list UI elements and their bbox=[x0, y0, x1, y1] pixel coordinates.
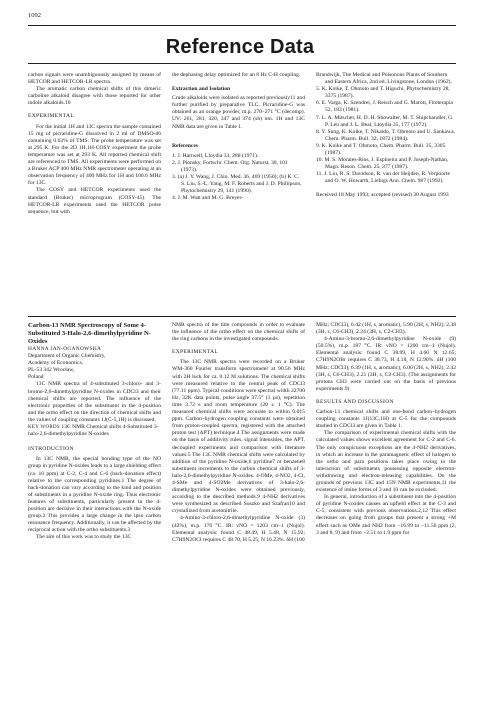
keywords bbox=[28, 424, 161, 438]
reference-item: 5. K. Koike, T. Ohmoto and T. Higuchi, Phytochemistry 28, 3375 (1987). bbox=[316, 86, 450, 100]
extraction-heading: Extraction and Isolation bbox=[172, 86, 231, 93]
article-title: Carbon-13 NMR Spectroscopy of Some 4-Substituted 3-Halo-2,6-dimethylpyridine N-Oxides bbox=[28, 322, 151, 345]
section-title: Reference Data bbox=[165, 36, 315, 58]
experimental-heading: EXPERIMENTAL bbox=[172, 349, 219, 356]
prev-article-left-column bbox=[28, 72, 161, 216]
received-date: Received 18 May 1993; accepted (revised) 30 August 1993 bbox=[316, 191, 449, 198]
paragraph: In general, introduction of a substituent into the 4-position of pyridine N-oxides causes an upfield effect at the C-3 and C-5, consistent with previous observations.2,12 This effect decreases on going from groups that present a strong +M effect such as OMe and NH2 from −16.99 to −11.56 ppm (2, 3 and 8, 9) and from −2.51 to 1.9 ppm for bbox=[316, 494, 456, 536]
paragraph: For the initial 1H and 13C spectra the sample contained 15 mg of picraridine-G dissolved in 2 ml of DMSO-d6 containing 0.03% of TMS. The probe temperature was set at 295 K. For the 2D 1H,1H-COSY experiment the probe temperature was set at 293 K. All reported chemical shift are referenced to TMS. All experiments were performed on a Bruker ACP 400 MHz NMR spectrometer operating at an observation frequency of 400 MHz for 1H and 100.6 MHz for 13C. bbox=[28, 123, 161, 187]
paragraph: MHz; CDCl3), 6.42 (1H, s, aromatic), 5.90 (2H, s, NH2), 2.38 (3H, s, C6-CH3), 2.24 (3H, s, C2-CH3). bbox=[316, 322, 456, 336]
abstract: 13C NMR spectra of 4-substituted 3-chloro- and 3-bromo-2,6-dimethylpyridine N-oxides in CDCl3 and their chemical shifts are reported. The influence of the electronic properties of the substituent in the 4-position and the ortho effect on the direction of chemical shifts and the values of coupling constants 1J(C-5,1H) is discussed. bbox=[28, 381, 161, 423]
paragraph: 4-Amino-3-bromo-2,6-dimethylpyridine N-oxide (9) (50.5%), m.p. 187 °C. IR: νNO = 1200 cm−1 (Nujol). Elemental analysis: found C 38.99, H 4.60 N 12.65; C7H9N2OBr requires C 38.73, H 4.18, N 12.90%. δH (100 MHz; CDCl3), 6.39 (1H, s, aromatic), 6.00 (2H, s, NH2), 2.42 (3H, s, C6-CH3), 2.21 (3H, s, C2-CH3). (The assignments for protons CH3 were carried out on the basis of previous experiments.9) bbox=[316, 336, 456, 392]
page-number: 1092 bbox=[28, 12, 41, 19]
header-rule-bottom bbox=[28, 63, 456, 64]
reference-item: 10. M. S. Morales-Rios, J. Espineira and P. Joseph-Nathan, Magn. Reson. Chem. 25, 377 (1987). bbox=[316, 157, 449, 171]
paragraph: NMR spectra of the title compounds in order to evaluate the influence of the ortho effect on the chemical shifts of the ring carbons in the investigated compounds. bbox=[172, 322, 305, 343]
reference-item: 11. J. Liu, R. S. Davidson, R. van der Heijden, R. Verpoorte and O. W. Howarth, Liebigs Ann. Chem. 987 (1992). bbox=[316, 171, 450, 185]
reference-item: 8. Y. Sung, K. Koike, T. Nikaido, T. Ohmoto and U. Sankawa, Chem. Pharm. Bull. 32, 1872 (1984). bbox=[316, 128, 455, 142]
paragraph: In 13C NMR, the special bonding type of the NO group in pyridine N-oxides leads to a large shielding effect (ca. 10 ppm) at C-2, C-4 and C-6 (back-donation effect) relative to the corresponding pyridines.1 The degree of back-donation can vary according to the kind and position of substituents in a pyridine N-oxide ring. Thus electronic features of substituents, particularly present in the 4-position are decisive in their interactions with the N-oxide group.2 This provides a large change in the ipso carbon resonance frequency. Additionally, it can be affected by the reciprocal action with the ortho substituents.3 bbox=[28, 456, 161, 534]
reference-item: 2. J. Pionsky, Fortschr. Chem. Org. Naturst. 30, 101 (1973). bbox=[172, 159, 288, 173]
article-right-column bbox=[316, 322, 456, 537]
paragraph: Crude alkaloids were isolated as reported previously11 and further purified by preparative TLC. Picraridine-G was obtained as an orange powder, m.p. 270–271 °C (decomp). UV: 261, 281, 320, 347 and 374 (sh) nm. 1H and 13C NMR data are given in Table 1. bbox=[172, 95, 305, 130]
references-heading: References bbox=[172, 142, 198, 149]
keywords-text: 13C NMR Chemical shifts 4-Substituted 3-halo-2,6-dimethylpyridine N-oxides bbox=[28, 424, 159, 438]
results-heading: RESULTS AND DISCUSSION bbox=[316, 398, 394, 405]
paragraph: The aromatic carbon chemical shifts of this dimeric carboline alkaloid disagree with those reported for other indole alkaloids.10 bbox=[28, 86, 161, 107]
paragraph: The 13C NMR spectra were recorded on a Bruker WM-360 Fourier transform spectrometer at 90.56 MHz with 2H lock for ca. 0.12 M solutions. The chemical shifts were measured relative to the central peak of CDCl3 (77.11 ppm). Typical conditions were spectral width 22700 Hz, 32K data points, pulse angle 37.5° (1 µs), repetition time 3.72 s and room temperature (20 ± 1 °C). The measured chemical shifts were accurate to within 0.015 ppm. Carbon–hydrogen coupling constants were obtained from proton-coupled spectra, registered with the attached proton test (APT) technique.4 The assignments were made on the basis of additivity rules, signal intensities, the APT, decoupled experiments and comparison with literature values.5 The 13C NMR chemical shifts were calculated by addition of the pyridine N-oxide,6 pyridine7 or benzene8 substituent increments to the carbon chemical shifts of 3-halo-2,6-dimethylpyridine N-oxides. 4-OMe, 4-NO2, 4-Cl, 4-SMe and 4-SO2Me derivatives of 3-halo-2,6-dimethylpyridine N-oxides were obtained previously, according to the described methods.9 4-NH2 derivatives were synthesized as described Suszko and Szafran10 and crystallized from acetonitrile. bbox=[172, 359, 305, 515]
affiliation-line: Department of Organic Chemistry, bbox=[28, 353, 106, 360]
affiliation-line: PL-53 342 Wrocław, bbox=[28, 367, 75, 374]
references-list bbox=[172, 153, 305, 203]
paragraph: the dephasing delay optimized for an 8 Hz C-H coupling. bbox=[172, 72, 301, 78]
author-name: HANNA JAN-OGANOWSKA bbox=[28, 346, 102, 352]
article-left-column bbox=[28, 322, 161, 541]
paragraph: The aim of this work was to study the 13C bbox=[36, 534, 132, 541]
paragraph: carbon signals were unambiguously assigned by means of HETCOR and HETCOR-LR spectra. bbox=[28, 72, 161, 86]
reference-item: 6. E. Varga, K. Szendrei, J. Reisch and G. Maroti, Fitoterapia 52, 183 (1981). bbox=[316, 100, 453, 114]
reference-item: 3. (a) J. Y. Wang, J. Chin. Med. 36, 469 (1950); (b) K. C. S. Liu, S.-L. Yang, M. F. Roberts and J. D. Phillipson, Phytochemistry 29, 141 (1990). bbox=[172, 174, 302, 195]
paragraph: The comparison of experimental chemical shifts with the calculated values shows excellent agreement for C-2 and C-6. The only conspicuous exceptions are the 4-NH2 derivatives, in which an increase in the paramagnetic effect of halogen to the ortho and para positions takes place owing to the interaction of substituents possessing opposite electron-withdrawing and electron-releasing capabilities. On the grounds of previous 13C and 15N NMR experiments,11 the existence of imine forms of 3 and 10 can be excluded. bbox=[316, 430, 456, 494]
prev-article-middle-column bbox=[172, 72, 305, 202]
introduction-heading: INTRODUCTION bbox=[28, 446, 74, 453]
reference-item: 1. J. Hartwell, Lloydia 33, 288 (1971). bbox=[172, 152, 259, 159]
affiliation-line: Academy of Economics, bbox=[28, 360, 84, 367]
experimental-heading: EXPERIMENTAL bbox=[28, 113, 75, 120]
paragraph: The COSY and HETCOR experiments used the standard (Bruker) microprogram (COSY-45). The HETCOR-LR experiments used the HETCOR pulse sequence, but with bbox=[28, 187, 161, 215]
header-rule-top bbox=[28, 25, 456, 26]
article-separator bbox=[28, 316, 456, 317]
reference-item: 9. K. Koike and T. Ohmoto, Chem. Pharm. Bull. 35, 3305 (1987). bbox=[316, 142, 446, 157]
prev-article-right-column bbox=[316, 72, 456, 199]
keywords-label: KEY WORDS bbox=[28, 425, 61, 431]
reference-item: 4. J. M. Watt and M. G. Breyer- bbox=[172, 195, 244, 202]
paragraph: Carbon-13 chemical shifts and one-bond carbon–hydrogen coupling constants 1J(13C,1H) at C-5 for the compounds studied in CDCl3 are given in Table 1. bbox=[316, 409, 456, 430]
reference-item: Brandwijk, The Medical and Poisonous Plants of Southern and Eastern Africa, 2nd ed. Livingstone, London (1962). bbox=[316, 72, 452, 86]
article-middle-column bbox=[172, 322, 305, 544]
affiliation-line: Poland bbox=[28, 374, 44, 381]
paragraph: 4-Amino-3-chloro-2,6-dimethylpyridine N-oxide (3) (42%), m.p. 176 °C. IR: νNO = 1203 cm−1 (Nujol). Elemental analysis: found C 48.49, H 5.48, N 15.92; C7H9N2OCl requires C 48.70, H 5.25, N 16.23%. δH (100 bbox=[172, 515, 305, 543]
reference-item: 7. L. A. Mitscher, H. D. H. Showalter, M. T. Shipchandler, G. P. Leu and J. L. Beal, Lloydia 35, 177 (1972). bbox=[316, 114, 454, 128]
